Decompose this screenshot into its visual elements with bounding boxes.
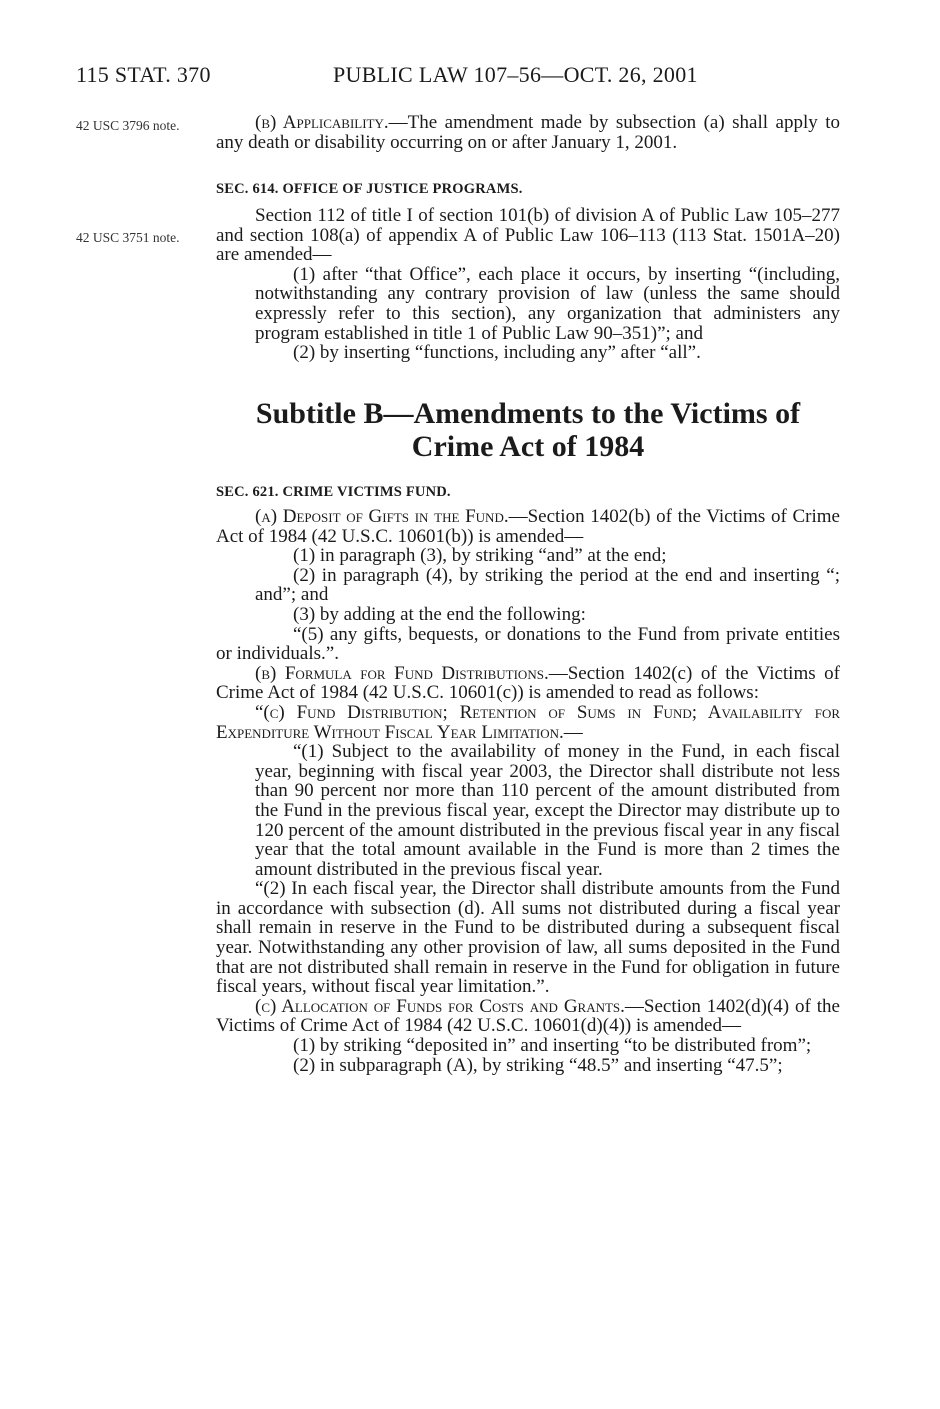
sec-614-item-1: (1) after “that Office”, each place it occurs, by inserting “(including, notwithstanding any contrary provision of law (unless the same should expressly refer to this section), any organization that administers any program established in title 1 of Public Law 90–351)”; and	[255, 263, 840, 344]
subsection-c-text: —Section 1402(d)(4) of the Victims of Crime Act of 1984 (42 U.S.C. 10601(d)(4)) is amended—	[216, 995, 840, 1037]
subsection-b-text: —Section 1402(c) of the Victims of Crime Act of 1984 (42 U.S.C. 10601(c)) is amended to read as follows:	[216, 662, 841, 704]
sec-614-block	[216, 180, 840, 200]
subsection-a-text: —Section 1402(b) of the Victims of Crime Act of 1984 (42 U.S.C. 10601(b)) is amended—	[216, 506, 840, 547]
subsection-c-item-2: (2) in subparagraph (A), by striking “48.5” and inserting “47.5”;	[293, 1054, 783, 1076]
sec-614-heading: SEC. 614. OFFICE OF JUSTICE PROGRAMS.	[216, 181, 523, 197]
margin-note-3751: 42 USC 3751 note.	[76, 230, 180, 245]
sec-614-intro: Section 112 of title I of section 101(b) of division A of Public Law 105–277 and section 108(a) of appendix A of Public Law 106–113 (113 Stat. 1501A–20) are amended—	[216, 205, 840, 266]
applicability-text: —The amendment made by subsection (a) shall apply to any death or disability occurring on or after January 1, 2001.	[216, 112, 840, 153]
subsection-a-item-2: (2) in paragraph (4), by striking the period at the end and inserting “; and”; and	[255, 564, 840, 606]
subsection-b	[216, 664, 840, 703]
subsection-c	[216, 997, 840, 1036]
page-law-header: PUBLIC LAW 107–56—OCT. 26, 2001	[333, 62, 698, 87]
applicability-block	[216, 113, 840, 152]
margin-note-3796: 42 USC 3796 note.	[76, 118, 180, 133]
subtitle-line-1: Subtitle B—Amendments to the Victims of	[255, 397, 801, 430]
applicability-label: (b) Applicability.	[255, 112, 389, 133]
subsection-b-label: (b) Formula for Fund Distributions.	[255, 662, 549, 684]
subsection-c-quoted-heading: “(c) Fund Distribution; Retention of Sums in Fund; Availability for Expenditure Without Fiscal Year Limitation.—	[216, 701, 840, 743]
subsection-a-label: (a) Deposit of Gifts in the Fund.	[255, 506, 509, 527]
subsection-a	[216, 507, 840, 546]
subsection-c-label: (c) Allocation of Funds for Costs and Grants.	[255, 995, 625, 1017]
sec-614-body	[216, 206, 840, 363]
quoted-paragraph-2: “(2) In each fiscal year, the Director shall distribute amounts from the Fund in accordance with subsection (d). All sums not distributed during a fiscal year shall remain in reserve in the Fund to be distributed during a subsequent fiscal year. Notwithstanding any other provision of law, all sums deposited in the Fund that are not distributed shall remain in reserve in the Fund for obligation in future fiscal years, without fiscal year limitation.”.	[216, 878, 840, 998]
subsection-a-item-1: (1) in paragraph (3), by striking “and” at the end;	[293, 545, 667, 567]
subsection-a-quoted-5: “(5) any gifts, bequests, or donations to the Fund from private entities or individuals.”.	[216, 623, 840, 665]
sec-621-body	[216, 507, 840, 1075]
subtitle-heading	[216, 397, 840, 463]
subsection-a-item-3: (3) by adding at the end the following:	[293, 603, 586, 625]
page-stat-citation: 115 STAT. 370	[76, 62, 211, 87]
sec-621-block	[216, 483, 840, 503]
subsection-c-item-1: (1) by striking “deposited in” and inserting “to be distributed from”;	[293, 1035, 812, 1057]
subtitle-line-2: Crime Act of 1984	[411, 430, 645, 463]
applicability-paragraph	[216, 113, 840, 152]
sec-614-item-2: (2) by inserting “functions, including any” after “all”.	[293, 342, 701, 364]
sec-621-heading: SEC. 621. CRIME VICTIMS FUND.	[216, 484, 451, 500]
quoted-paragraph-1: “(1) Subject to the availability of money in the Fund, in each fiscal year, beginning with fiscal year 2003, the Director shall distribute not less than 90 percent nor more than 110 percent of the amount distributed from the Fund in the previous fiscal year, except the Director may distribute up to 120 percent of the amount distributed in the previous fiscal year in any fiscal year that the total amount available in the Fund is more than 2 times the amount distributed in the previous fiscal year.	[255, 741, 840, 880]
